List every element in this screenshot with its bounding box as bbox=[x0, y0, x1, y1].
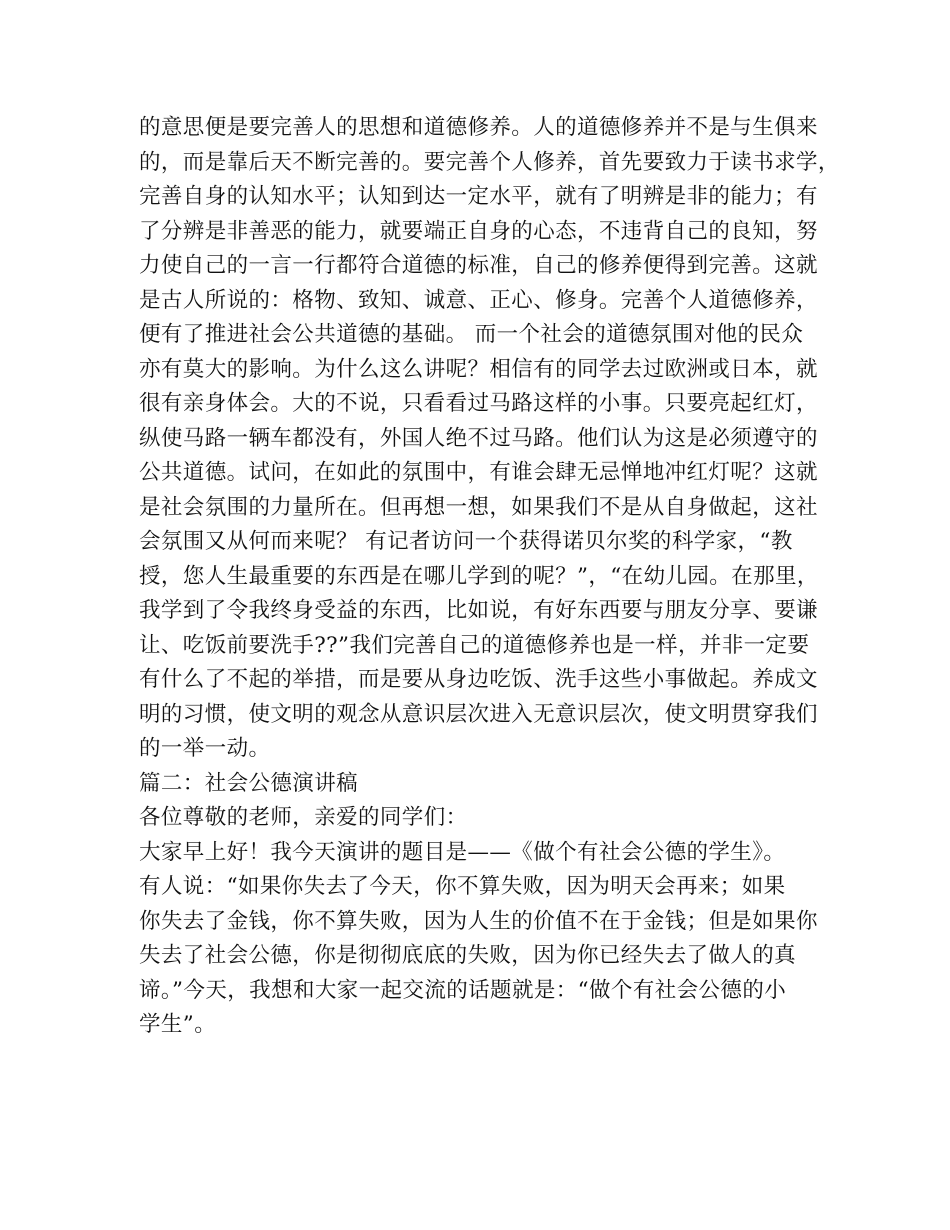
text-line: 完善自身的认知水平；认知到达一定水平，就有了明辨是非的能力；有 bbox=[139, 184, 818, 209]
text-line: 便有了推进社会公共道德的基础。 而一个社会的道德氛围对他的民众 bbox=[139, 322, 804, 347]
text-line: 明的习惯，使文明的观念从意识层次进入无意识层次，使文明贯穿我们 bbox=[139, 701, 818, 727]
text-line: 很有亲身体会。大的不说，只看看过马路这样的小事。只要亮起红灯， bbox=[139, 391, 818, 416]
text-line: 亦有莫大的影响。为什么这么讲呢？相信有的同学去过欧洲或日本，就 bbox=[139, 356, 818, 382]
text-line: 公共道德。试问，在如此的氛围中，有谁会肆无忌惮地冲红灯呢？这就 bbox=[139, 460, 818, 485]
text-line: 了分辨是非善恶的能力，就要端正自身的心态，不违背自己的良知，努 bbox=[139, 218, 818, 244]
text-line: 你失去了金钱，你不算失败，因为人生的价值不在于金钱；但是如果你 bbox=[139, 908, 818, 934]
text-line: 谛。”今天，我想和大家一起交流的话题就是：“做个有社会公德的小 bbox=[139, 977, 787, 1003]
text-line: 让、吃饭前要洗手??”我们完善自己的道德修养也是一样，并非一定要 bbox=[139, 632, 810, 658]
text-line: 是社会氛围的力量所在。但再想一想，如果我们不是从自身做起，这社 bbox=[139, 494, 818, 520]
text-line: 纵使马路一辆车都没有，外国人绝不过马路。他们认为这是必须遵守的 bbox=[139, 425, 818, 451]
text-line: 有什么了不起的举措，而是要从身边吃饭、洗手这些小事做起。养成文 bbox=[139, 667, 818, 692]
text-line: 失去了社会公德，你是彻彻底底的失败，因为你已经失去了做人的真 bbox=[139, 943, 797, 968]
text-line: 的，而是靠后天不断完善的。要完善个人修养，首先要致力于读书求学， bbox=[139, 149, 840, 175]
text-line: 学生”。 bbox=[139, 1012, 217, 1037]
text-line: 有人说：“如果你失去了今天，你不算失败，因为明天会再来；如果 bbox=[139, 874, 786, 899]
text-line: 的意思便是要完善人的思想和道德修养。人的道德修养并不是与生俱来 bbox=[139, 115, 818, 140]
section-heading: 篇二：社会公德演讲稿 bbox=[139, 770, 359, 796]
document-body bbox=[139, 111, 840, 1043]
text-line: 的一举一动。 bbox=[139, 736, 271, 761]
text-line: 我学到了令我终身受益的东西，比如说，有好东西要与朋友分享、要谦 bbox=[139, 598, 818, 623]
text-line: 是古人所说的：格物、致知、诚意、正心、修身。完善个人道德修养， bbox=[139, 287, 818, 313]
salutation-line: 各位尊敬的老师，亲爱的同学们： bbox=[139, 805, 468, 830]
text-line: 力使自己的一言一行都符合道德的标准，自己的修养便得到完善。这就 bbox=[139, 253, 818, 278]
text-line: 授，您人生最重要的东西是在哪儿学到的呢？”，“在幼儿园。在那里， bbox=[139, 563, 819, 589]
text-line: 会氛围又从何而来呢？ 有记者访问一个获得诺贝尔奖的科学家，“教 bbox=[139, 529, 793, 554]
text-line: 大家早上好！我今天演讲的题目是——《做个有社会公德的学生》。 bbox=[139, 839, 786, 865]
